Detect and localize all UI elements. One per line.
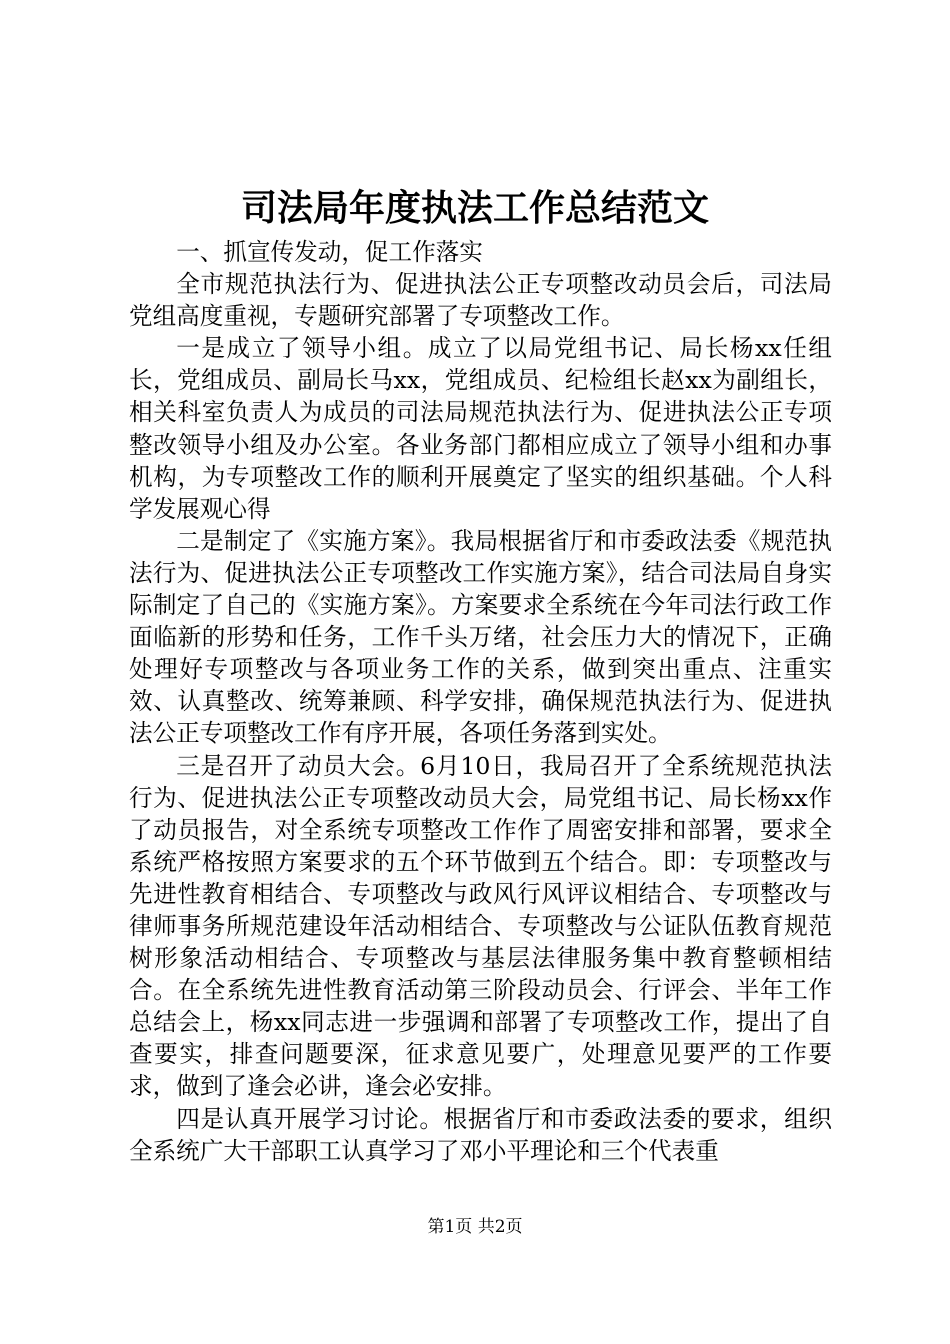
paragraph: 一是成立了领导小组。成立了以局党组书记、局长杨xx任组长，党组成员、副局长马xx，党组成员、纪检组长赵xx为副组长，相关科室负责人为成员的司法局规范执法行为、促进执法公正专项整改领导小组及办公室。各业务部门都相应成立了领导小组和办事机构，为专项整改工作的顺利开展奠定了坚实的组织基础。个人科学发展观心得 (129, 334, 832, 523)
document-title: 司法局年度执法工作总结范文 (240, 188, 709, 229)
paragraph: 全市规范执法行为、促进执法公正专项整改动员会后，司法局党组高度重视，专题研究部署了专项整改工作。 (129, 270, 832, 331)
page-number: 第1页 共2页 (427, 1217, 523, 1237)
section-heading: 一、抓宣传发动，促工作落实 (176, 238, 483, 266)
paragraph: 二是制定了《实施方案》。我局根据省厅和市委政法委《规范执法行为、促进执法公正专项整改工作实施方案》，结合司法局自身实际制定了自己的《实施方案》。方案要求全系统在今年司法行政工作面临新的形势和任务，工作千头万绪，社会压力大的情况下，正确处理好专项整改与各项业务工作的关系，做到突出重点、注重实效、认真整改、统筹兼顾、科学安排，确保规范执法行为、促进执法公正专项整改工作有序开展，各项任务落到实处。 (129, 526, 832, 748)
paragraph: 四是认真开展学习讨论。根据省厅和市委政法委的要求，组织全系统广大干部职工认真学习了邓小平理论和三个代表重 (129, 1104, 832, 1165)
paragraph: 三是召开了动员大会。6月10日，我局召开了全系统规范执法行为、促进执法公正专项整改动员大会，局党组书记、局长杨xx作了动员报告，对全系统专项整改工作作了周密安排和部署，要求全系统严格按照方案要求的五个环节做到五个结合。即：专项整改与先进性教育相结合、专项整改与政风行风评议相结合、专项整改与律师事务所规范建设年活动相结合、专项整改与公证队伍教育规范树形象活动相结合、专项整改与基层法律服务集中教育整顿相结合。在全系统先进性教育活动第三阶段动员会、行评会、半年工作总结会上，杨xx同志进一步强调和部署了专项整改工作，提出了自查要实，排查问题要深，征求意见要广，处理意见要严的工作要求，做到了逢会必讲，逢会必安排。 (129, 751, 832, 1101)
document-body (129, 236, 832, 1167)
